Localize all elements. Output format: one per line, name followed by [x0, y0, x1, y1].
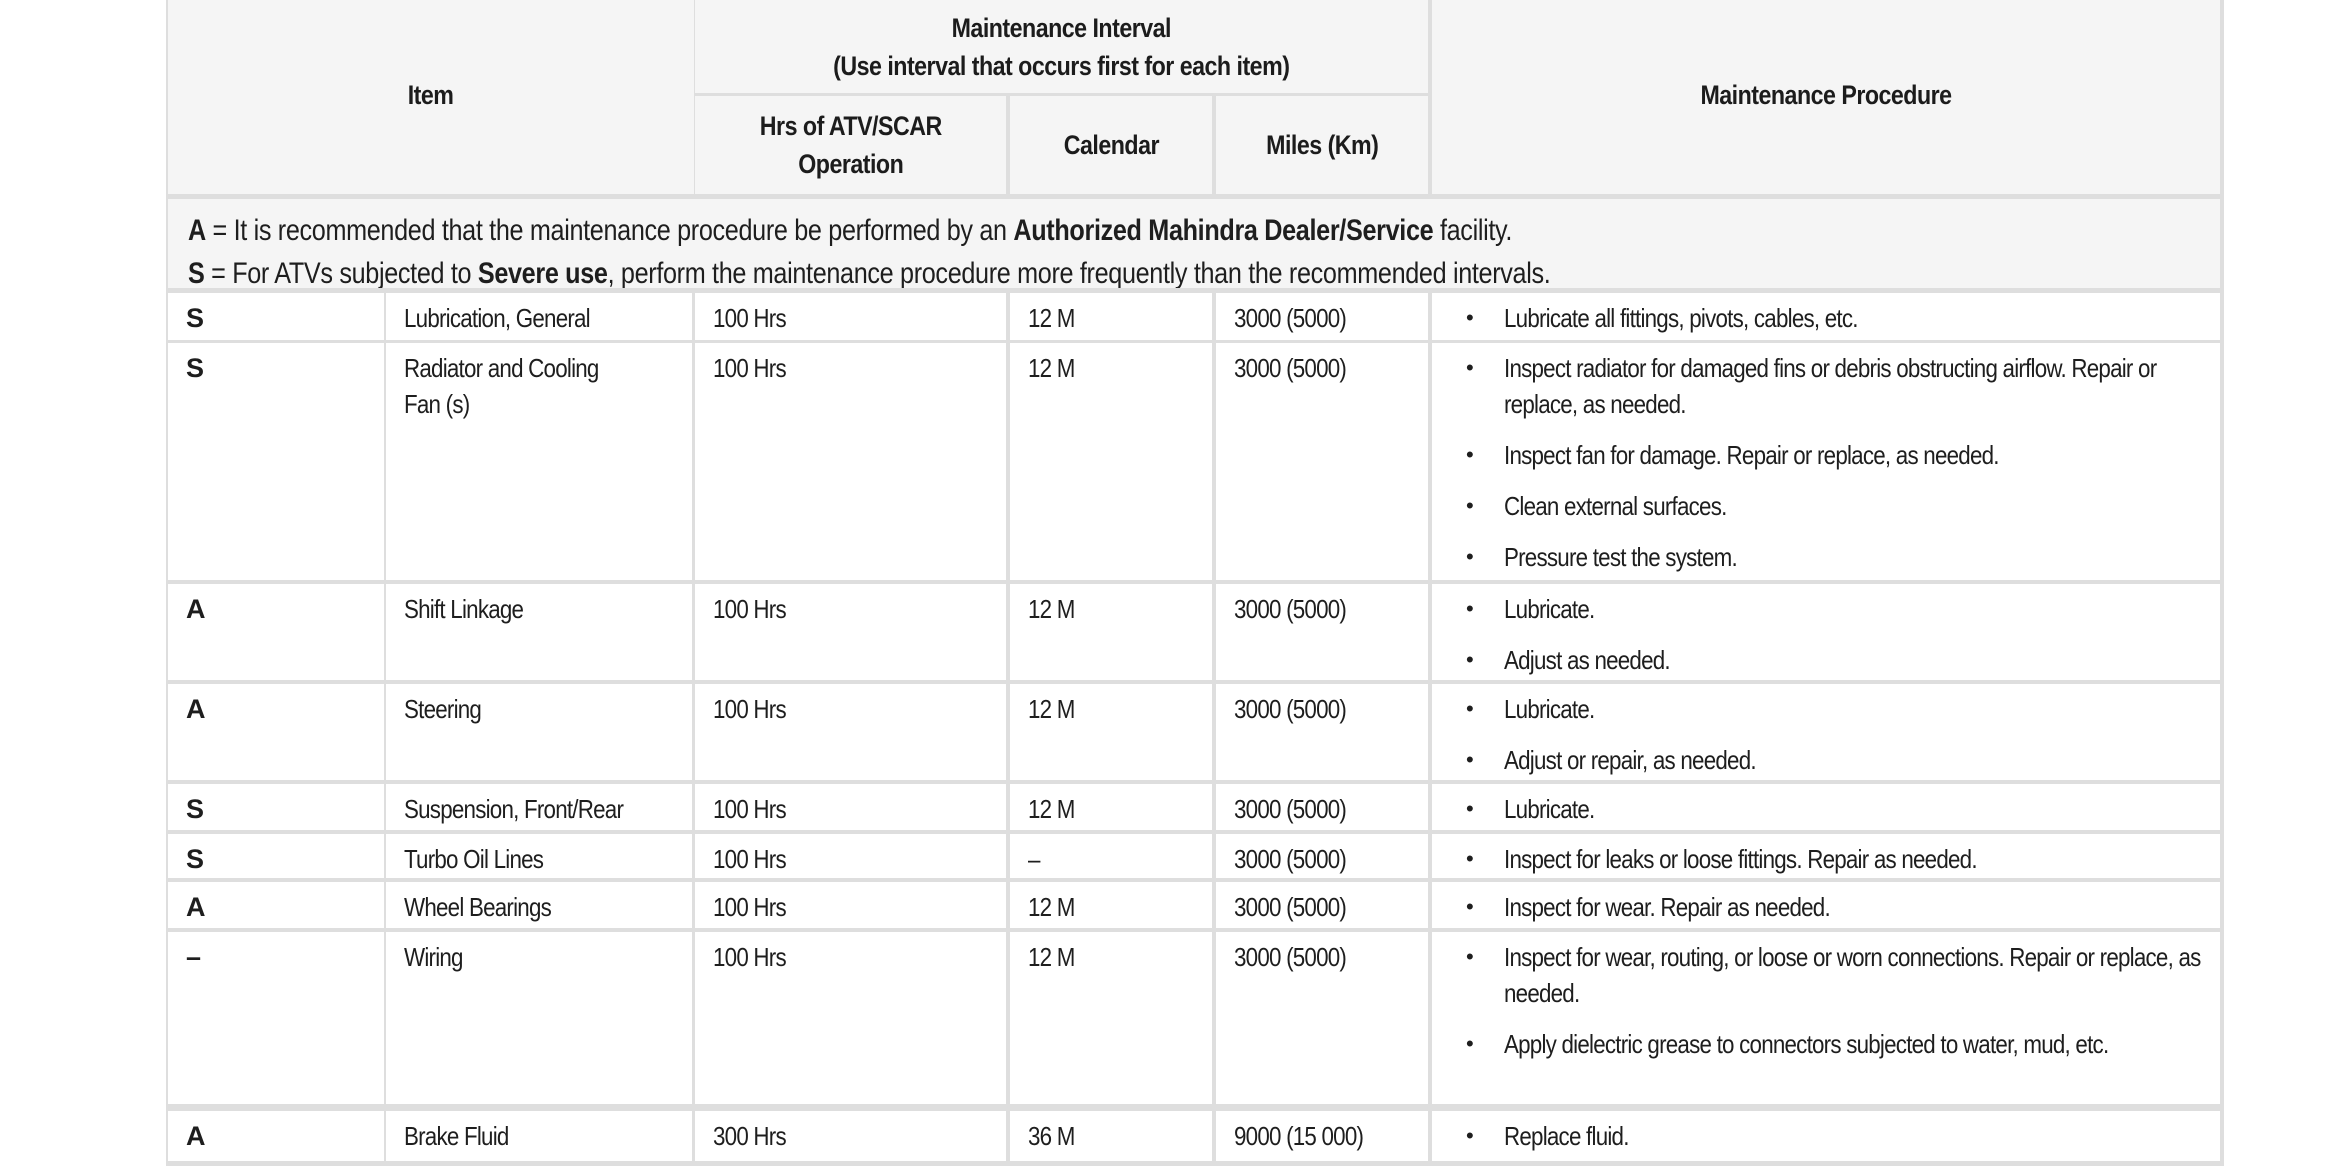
miles-value: 3000 (5000) [1234, 353, 1347, 383]
header-item [168, 0, 694, 194]
bullet-icon: • [1466, 305, 1473, 330]
calendar-value: 12 M [1028, 694, 1075, 724]
bullet-icon: • [1466, 493, 1473, 518]
header-procedure [1432, 0, 2220, 194]
cell-code [168, 932, 384, 1104]
bullet-icon: • [1466, 544, 1473, 569]
code-value: A [186, 594, 206, 624]
hrs-value: 100 Hrs [713, 353, 786, 383]
calendar-value: 12 M [1028, 794, 1075, 824]
cell-item [386, 932, 692, 1104]
cell-item [386, 584, 692, 680]
cell-code [168, 1111, 384, 1161]
procedure-item [1432, 1118, 2210, 1154]
procedure-item [1432, 939, 2210, 1011]
legend-s-text: = For ATVs subjected to [204, 257, 478, 288]
procedure-text: Lubricate. [1504, 694, 1595, 724]
bullet-icon: • [1466, 696, 1473, 721]
cell-miles [1216, 1111, 1428, 1161]
cell-miles [1216, 784, 1428, 830]
bullet-icon: • [1466, 944, 1473, 969]
cell-hrs [695, 932, 1006, 1104]
cell-procedure [1432, 882, 2220, 928]
procedure-item [1432, 300, 2210, 336]
cell-code [168, 584, 384, 680]
cell-code [168, 784, 384, 830]
procedure-list [1432, 841, 2210, 877]
procedure-item [1432, 350, 2210, 422]
code-value: S [186, 353, 205, 383]
procedure-text: Apply dielectric grease to connectors subjected to water, mud, etc. [1504, 1029, 2109, 1059]
cell-hrs [695, 784, 1006, 830]
header-calendar [1010, 96, 1212, 194]
code-value: A [186, 1121, 206, 1151]
cell-procedure [1432, 932, 2220, 1104]
header-miles-label: Miles (Km) [1265, 130, 1379, 160]
cell-item [386, 784, 692, 830]
legend-s-text-end: , perform the maintenance procedure more frequently than the recommended intervals. [607, 257, 1551, 288]
procedure-text: Inspect radiator for damaged fins or debris obstructing airflow. Repair or replace, as needed. [1504, 353, 2157, 419]
legend-a-bold: Authorized Mahindra Dealer/Service [1013, 214, 1434, 247]
cell-miles [1216, 882, 1428, 928]
procedure-item [1432, 791, 2210, 827]
procedure-text: Lubricate all fittings, pivots, cables, etc. [1504, 303, 1858, 333]
procedure-text: Inspect for leaks or loose fittings. Repair as needed. [1504, 844, 1977, 874]
legend-a-code: A [188, 214, 206, 247]
cell-calendar [1010, 1111, 1212, 1161]
bullet-icon: • [1466, 596, 1473, 621]
header-miles [1216, 96, 1428, 194]
procedure-list [1432, 300, 2210, 336]
miles-value: 3000 (5000) [1234, 594, 1347, 624]
cell-code [168, 684, 384, 780]
cell-procedure [1432, 293, 2220, 340]
cell-calendar [1010, 684, 1212, 780]
procedure-text: Adjust or repair, as needed. [1504, 745, 1756, 775]
hrs-value: 100 Hrs [713, 794, 786, 824]
cell-item [386, 684, 692, 780]
interval-title-line2: (Use interval that occurs first for each item) [833, 50, 1290, 81]
cell-procedure [1432, 1111, 2220, 1161]
bullet-icon: • [1466, 846, 1473, 871]
header-procedure-label: Maintenance Procedure [1700, 80, 1952, 110]
hrs-value: 100 Hrs [713, 694, 786, 724]
calendar-value: 12 M [1028, 942, 1075, 972]
cell-hrs [695, 584, 1006, 680]
procedure-list [1432, 1118, 2210, 1154]
cell-procedure [1432, 684, 2220, 780]
cell-procedure [1432, 343, 2220, 580]
calendar-value: 12 M [1028, 892, 1075, 922]
procedure-item [1432, 841, 2210, 877]
cell-hrs [695, 882, 1006, 928]
miles-value: 3000 (5000) [1234, 844, 1347, 874]
cell-item [386, 1111, 692, 1161]
cell-calendar [1010, 932, 1212, 1104]
header-maintenance-interval [695, 0, 1428, 93]
procedure-item [1432, 1026, 2210, 1062]
cell-hrs [695, 1111, 1006, 1161]
cell-calendar [1010, 834, 1212, 878]
procedure-item [1432, 488, 2210, 524]
cell-hrs [695, 293, 1006, 340]
procedure-item [1432, 642, 2210, 678]
procedure-item [1432, 889, 2210, 925]
item-value: Turbo Oil Lines [404, 844, 544, 874]
bullet-icon: • [1466, 355, 1473, 380]
cell-hrs [695, 684, 1006, 780]
procedure-item [1432, 591, 2210, 627]
bullet-icon: • [1466, 894, 1473, 919]
code-value: S [186, 844, 205, 874]
bullet-icon: • [1466, 1031, 1473, 1056]
item-value: Wiring [404, 942, 463, 972]
cell-item [386, 343, 692, 580]
procedure-list [1432, 889, 2210, 925]
header-hrs-line1: Hrs of ATV/SCAR [759, 111, 942, 141]
cell-item [386, 293, 692, 340]
cell-miles [1216, 343, 1428, 580]
procedure-item [1432, 539, 2210, 575]
legend-a [188, 209, 1895, 252]
procedure-text: Replace fluid. [1504, 1121, 1629, 1151]
header-hrs [695, 96, 1006, 194]
cell-code [168, 343, 384, 580]
cell-miles [1216, 932, 1428, 1104]
procedure-text: Lubricate. [1504, 794, 1595, 824]
legend-s [188, 252, 1895, 288]
cell-code [168, 834, 384, 878]
header-item-label: Item [408, 80, 454, 110]
cell-procedure [1432, 834, 2220, 878]
procedure-list [1432, 939, 2210, 1062]
bullet-icon: • [1466, 747, 1473, 772]
hrs-value: 100 Hrs [713, 303, 786, 333]
miles-value: 3000 (5000) [1234, 794, 1347, 824]
cell-miles [1216, 293, 1428, 340]
cell-code [168, 293, 384, 340]
code-value: A [186, 694, 206, 724]
procedure-list [1432, 791, 2210, 827]
hrs-value: 100 Hrs [713, 844, 786, 874]
header-hrs-line2: Operation [797, 149, 903, 179]
cell-item [386, 882, 692, 928]
procedure-text: Clean external surfaces. [1504, 491, 1727, 521]
item-value: Shift Linkage [404, 594, 524, 624]
procedure-text: Inspect for wear, routing, or loose or worn connections. Repair or replace, as needed. [1504, 942, 2201, 1008]
cell-procedure [1432, 584, 2220, 680]
miles-value: 3000 (5000) [1234, 942, 1347, 972]
calendar-value: – [1028, 844, 1040, 874]
item-value: Suspension, Front/Rear [404, 794, 624, 824]
legend-s-code: S [188, 257, 205, 288]
maintenance-schedule-table [166, 0, 2224, 1166]
code-value: S [186, 794, 205, 824]
hrs-value: 100 Hrs [713, 594, 786, 624]
hrs-value: 100 Hrs [713, 892, 786, 922]
calendar-value: 12 M [1028, 303, 1075, 333]
cell-hrs [695, 834, 1006, 878]
miles-value: 3000 (5000) [1234, 892, 1347, 922]
procedure-item [1432, 691, 2210, 727]
bullet-icon: • [1466, 647, 1473, 672]
procedure-text: Inspect fan for damage. Repair or replace, as needed. [1504, 440, 1999, 470]
procedure-text: Pressure test the system. [1504, 542, 1737, 572]
procedure-list [1432, 591, 2210, 678]
procedure-text: Adjust as needed. [1504, 645, 1670, 675]
procedure-list [1432, 691, 2210, 778]
calendar-value: 12 M [1028, 353, 1075, 383]
code-value: S [186, 303, 205, 333]
legend-a-text: = It is recommended that the maintenance procedure be performed by an [205, 214, 1014, 247]
cell-code [168, 882, 384, 928]
bullet-icon: • [1466, 796, 1473, 821]
item-value: Steering [404, 694, 482, 724]
procedure-item [1432, 742, 2210, 778]
interval-title-line1: Maintenance Interval [951, 12, 1172, 43]
procedure-list [1432, 350, 2210, 575]
cell-miles [1216, 684, 1428, 780]
bullet-icon: • [1466, 442, 1473, 467]
code-value: A [186, 892, 206, 922]
cell-calendar [1010, 584, 1212, 680]
calendar-value: 12 M [1028, 594, 1075, 624]
cell-item [386, 834, 692, 878]
cell-calendar [1010, 293, 1212, 340]
item-value: Wheel Bearings [404, 892, 552, 922]
cell-hrs [695, 343, 1006, 580]
bullet-icon: • [1466, 1123, 1473, 1148]
miles-value: 9000 (15 000) [1234, 1121, 1364, 1151]
cell-calendar [1010, 784, 1212, 830]
procedure-item [1432, 437, 2210, 473]
calendar-value: 36 M [1028, 1121, 1075, 1151]
cell-miles [1216, 834, 1428, 878]
cell-calendar [1010, 343, 1212, 580]
legend-a-text-end: facility. [1433, 214, 1513, 247]
item-value: Radiator and Cooling Fan (s) [404, 353, 599, 419]
item-value: Brake Fluid [404, 1121, 509, 1151]
legend-row [168, 199, 2220, 288]
legend-s-bold: Severe use [477, 257, 608, 288]
hrs-value: 300 Hrs [713, 1121, 786, 1151]
cell-procedure [1432, 784, 2220, 830]
miles-value: 3000 (5000) [1234, 694, 1347, 724]
procedure-text: Inspect for wear. Repair as needed. [1504, 892, 1830, 922]
code-value: – [186, 942, 202, 972]
hrs-value: 100 Hrs [713, 942, 786, 972]
cell-calendar [1010, 882, 1212, 928]
item-value: Lubrication, General [404, 303, 590, 333]
header-calendar-label: Calendar [1063, 130, 1159, 160]
miles-value: 3000 (5000) [1234, 303, 1347, 333]
procedure-text: Lubricate. [1504, 594, 1595, 624]
cell-miles [1216, 584, 1428, 680]
